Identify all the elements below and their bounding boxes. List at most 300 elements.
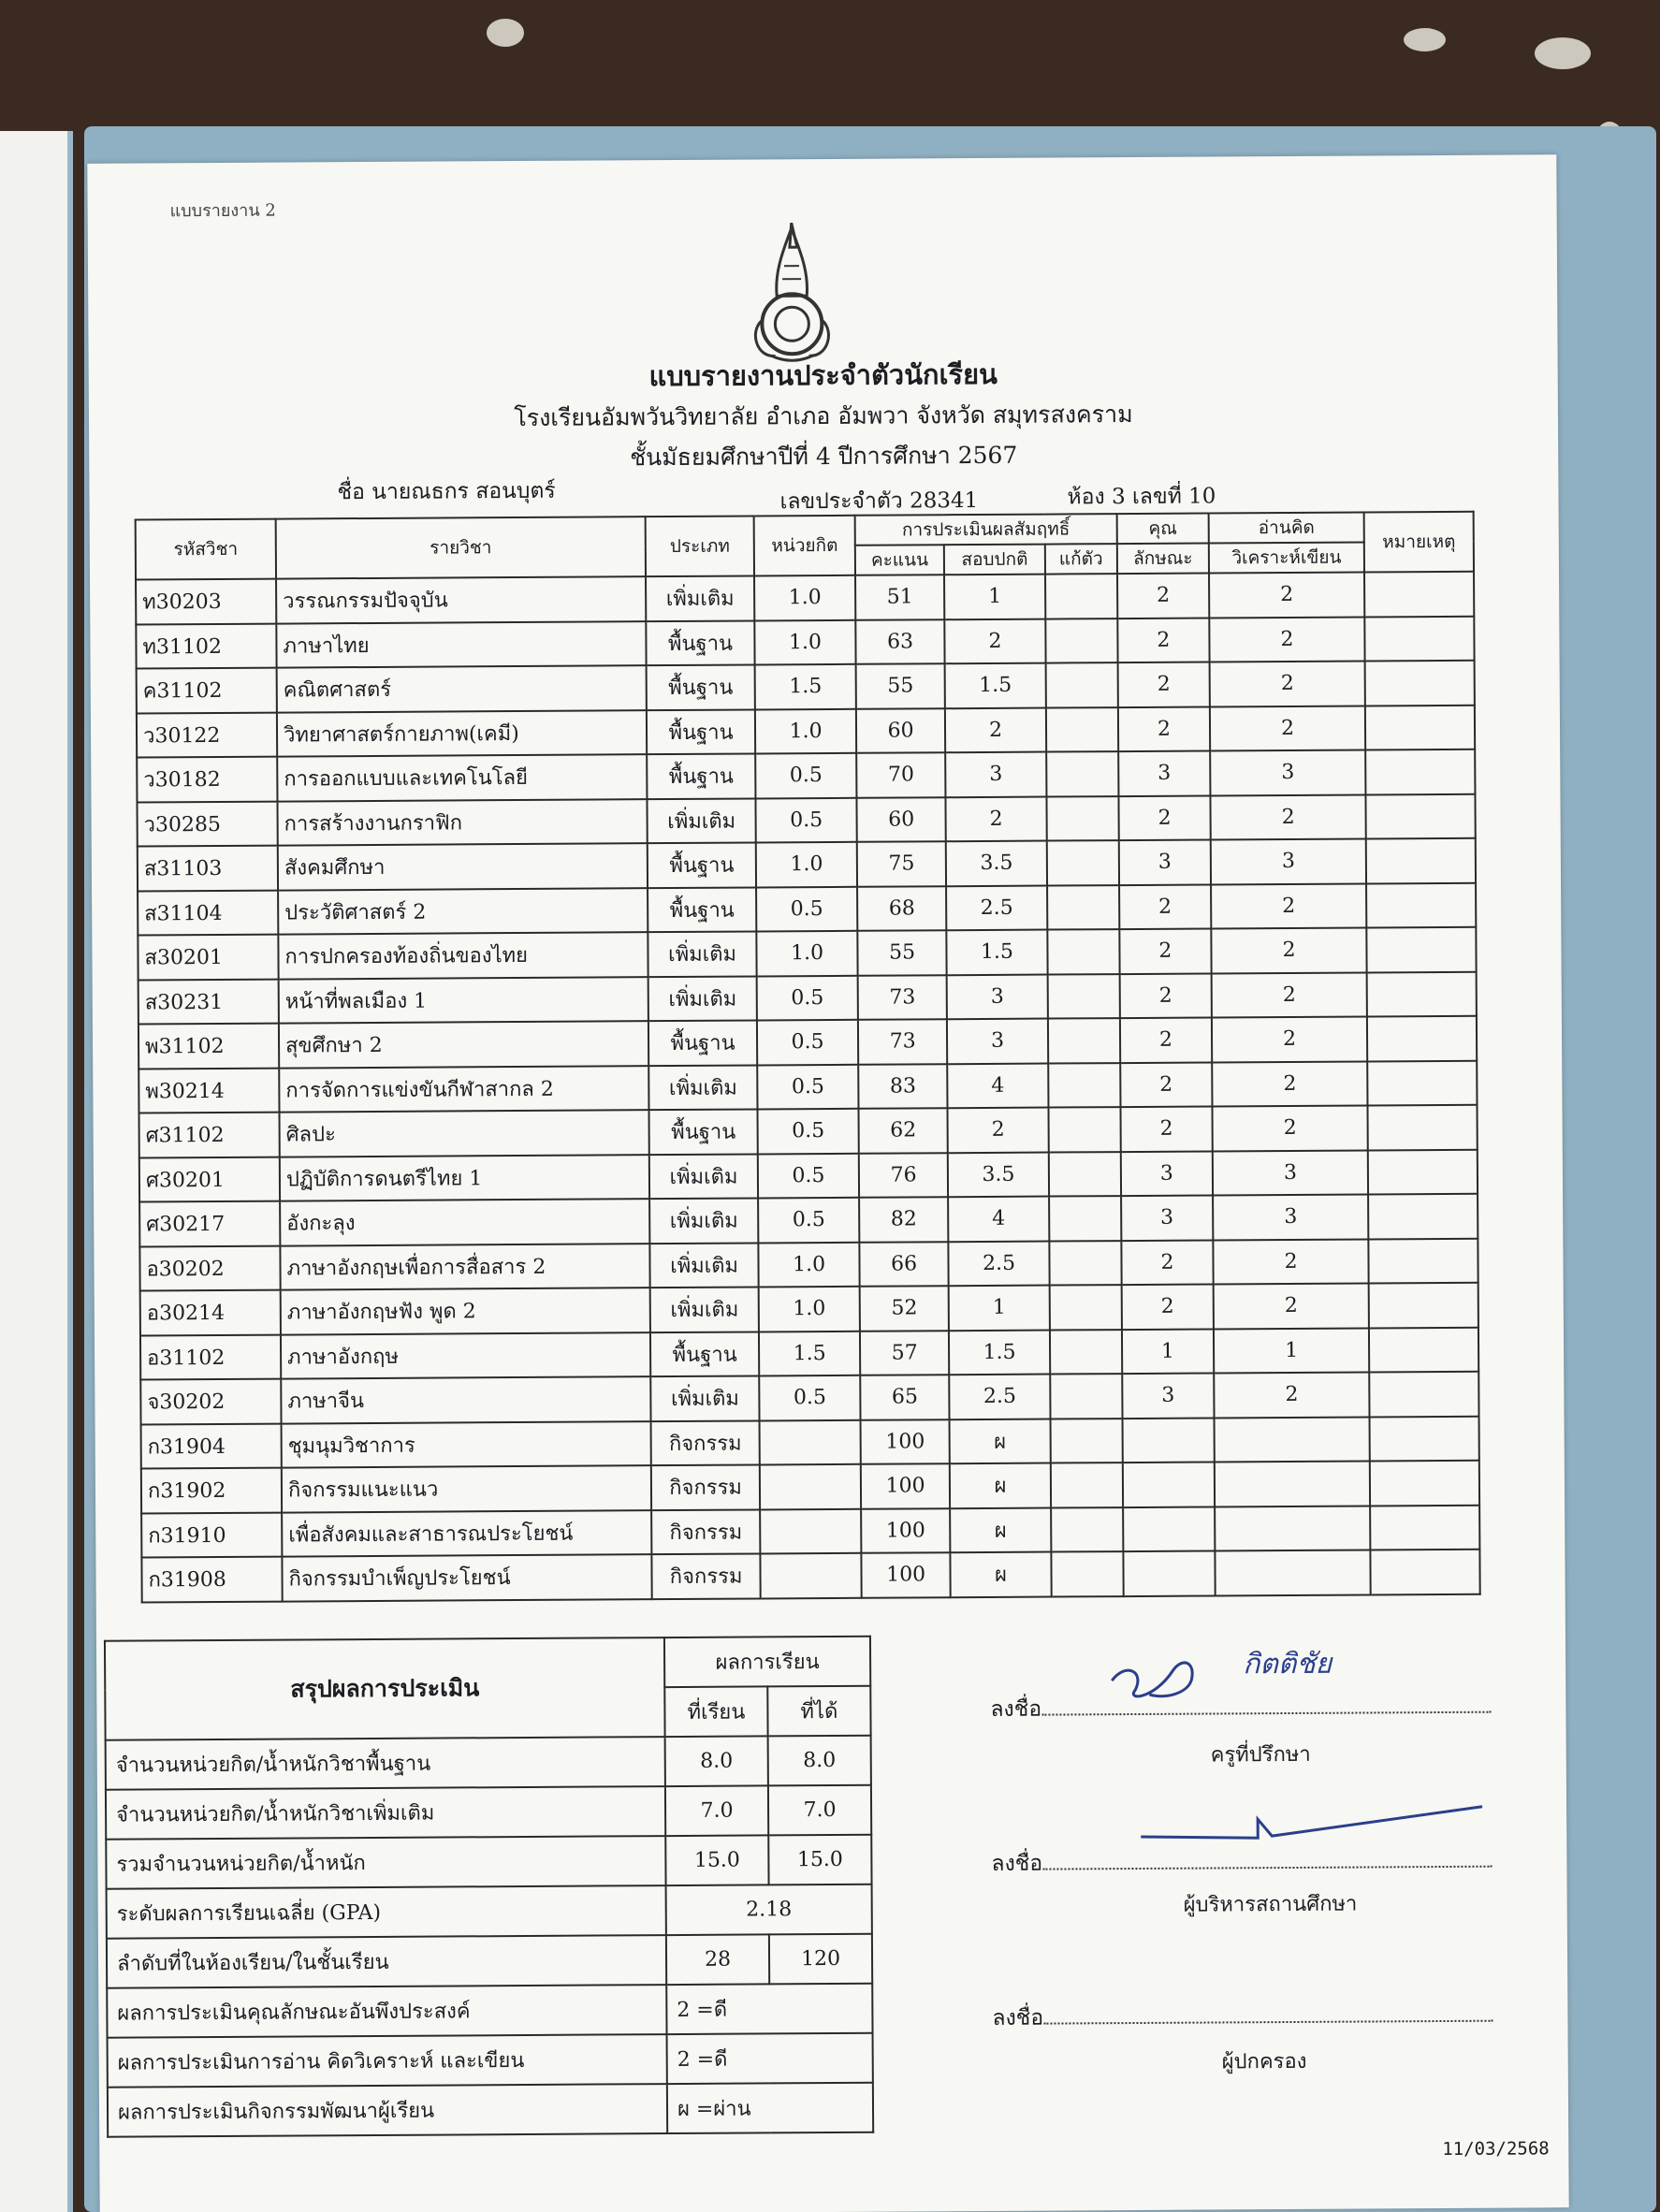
table-row bbox=[141, 1461, 1479, 1513]
rank-label: ลำดับที่ในห้องเรียน/ในชั้นเรียน bbox=[107, 1935, 666, 1988]
subject-name: สังคมศึกษา bbox=[278, 843, 648, 890]
subject-grade: 1.5 bbox=[949, 1330, 1050, 1375]
subject-credit: 1.0 bbox=[759, 1287, 860, 1332]
subject-reading: 2 bbox=[1210, 706, 1365, 751]
subject-remarks bbox=[1364, 572, 1474, 617]
subject-type: พื้นฐาน bbox=[647, 664, 755, 709]
subject-credit: 0.5 bbox=[759, 1375, 860, 1420]
subject-remarks bbox=[1364, 616, 1474, 661]
subject-retest bbox=[1051, 1551, 1123, 1596]
table-row bbox=[138, 882, 1476, 935]
subject-score: 83 bbox=[858, 1064, 947, 1109]
subject-remarks bbox=[1366, 838, 1476, 883]
subject-name: ภาษาอังกฤษเพื่อการสื่อสาร 2 bbox=[280, 1244, 649, 1290]
subject-type: เพิ่มเติม bbox=[648, 976, 757, 1021]
table-row bbox=[139, 1194, 1478, 1246]
subject-grade: ผ bbox=[950, 1463, 1051, 1508]
subject-credit: 1.0 bbox=[754, 575, 855, 620]
subject-retest bbox=[1045, 574, 1117, 618]
director-signature-line bbox=[991, 1844, 1492, 1881]
col-score: คะแนน bbox=[855, 545, 944, 575]
subject-credit: 0.5 bbox=[758, 1153, 859, 1198]
subject-character bbox=[1122, 1418, 1214, 1463]
subject-remarks bbox=[1370, 1416, 1479, 1461]
subject-score: 55 bbox=[856, 663, 945, 708]
subject-name: ภาษาอังกฤษฟัง พูด 2 bbox=[281, 1288, 650, 1334]
subject-reading: 2 bbox=[1210, 794, 1365, 840]
subject-reading bbox=[1215, 1506, 1370, 1551]
summary-label: รวมจำนวนหน่วยกิต/น้ำหนัก bbox=[106, 1836, 665, 1889]
subject-retest bbox=[1047, 929, 1119, 974]
subject-type: เพิ่มเติม bbox=[650, 1287, 759, 1332]
subject-score: 75 bbox=[857, 841, 946, 886]
subject-name: สุขศึกษา 2 bbox=[279, 1021, 648, 1068]
subject-character bbox=[1123, 1506, 1215, 1551]
subject-retest bbox=[1049, 1196, 1121, 1241]
subject-character: 2 bbox=[1120, 1017, 1212, 1062]
subject-character: 2 bbox=[1118, 795, 1210, 840]
subject-grade: 2 bbox=[945, 707, 1046, 752]
col-credit: หน่วยกิต bbox=[754, 516, 855, 576]
rank-level: 120 bbox=[769, 1934, 872, 1985]
subject-retest bbox=[1046, 751, 1118, 796]
subject-type: พื้นฐาน bbox=[647, 709, 755, 754]
table-row bbox=[141, 1550, 1479, 1602]
subject-name: ภาษาอังกฤษ bbox=[281, 1332, 650, 1379]
subject-name: การสร้างงานกราฟิก bbox=[277, 799, 647, 846]
subject-retest bbox=[1045, 662, 1117, 707]
subject-code: ศ30201 bbox=[139, 1157, 280, 1201]
subject-remarks bbox=[1370, 1505, 1479, 1550]
subject-type: พื้นฐาน bbox=[649, 1109, 758, 1154]
desk-mark bbox=[1535, 37, 1591, 69]
sign-label: ลงชื่อ bbox=[992, 2005, 1044, 2030]
report-title: แบบรายงานประจำตัวนักเรียน bbox=[648, 357, 997, 393]
subject-credit: 0.5 bbox=[757, 975, 858, 1020]
subject-grade: 1 bbox=[949, 1286, 1050, 1331]
subject-credit: 1.0 bbox=[756, 842, 857, 887]
table-row bbox=[140, 1372, 1478, 1424]
subject-retest bbox=[1048, 1107, 1120, 1152]
subject-score: 100 bbox=[861, 1508, 950, 1553]
student-id: เลขประจำตัว 28341 bbox=[779, 488, 979, 515]
subject-character: 2 bbox=[1117, 618, 1209, 662]
subject-remarks bbox=[1370, 1550, 1479, 1594]
subject-character: 2 bbox=[1117, 662, 1209, 706]
subject-remarks bbox=[1368, 1194, 1478, 1239]
subject-remarks bbox=[1369, 1283, 1478, 1328]
subject-character: 2 bbox=[1117, 574, 1209, 618]
subject-grade: ผ bbox=[950, 1419, 1051, 1463]
character-value: 2 =ดี bbox=[666, 1984, 872, 2034]
subject-grade: 2.5 bbox=[949, 1375, 1050, 1419]
col-remarks: หมายเหตุ bbox=[1364, 512, 1474, 573]
subject-credit: 1.0 bbox=[754, 619, 855, 664]
subject-retest bbox=[1048, 1063, 1120, 1108]
subject-grade: 2.5 bbox=[946, 885, 1047, 930]
subject-code: ก31908 bbox=[141, 1557, 282, 1602]
summary-table bbox=[104, 1636, 874, 2138]
subject-character: 3 bbox=[1118, 750, 1210, 795]
subject-character: 3 bbox=[1121, 1151, 1213, 1196]
subject-code: พ30214 bbox=[138, 1068, 279, 1113]
col-normal-exam: สอบปกติ bbox=[944, 545, 1045, 575]
subject-type: เพิ่มเติม bbox=[649, 1243, 758, 1288]
subject-grade: 4 bbox=[948, 1197, 1049, 1242]
subject-credit: 1.5 bbox=[755, 664, 856, 709]
subject-retest bbox=[1050, 1374, 1122, 1419]
subject-name: หน้าที่พลเมือง 1 bbox=[279, 977, 648, 1024]
subject-score: 60 bbox=[856, 797, 945, 842]
subject-character: 1 bbox=[1122, 1329, 1214, 1374]
table-row bbox=[141, 1416, 1479, 1468]
table-row bbox=[138, 1060, 1477, 1113]
subject-score: 66 bbox=[859, 1242, 948, 1287]
subject-retest bbox=[1051, 1463, 1123, 1507]
subject-grade: 3 bbox=[947, 974, 1048, 1019]
subject-retest bbox=[1051, 1507, 1123, 1552]
subject-name: การออกแบบและเทคโนโลยี bbox=[277, 754, 647, 801]
subject-credit: 0.5 bbox=[756, 886, 857, 931]
subject-name: ประวัติศาสตร์ 2 bbox=[278, 888, 648, 935]
report-paper bbox=[87, 154, 1568, 2212]
subject-reading: 2 bbox=[1214, 1372, 1369, 1418]
subject-code: ว30122 bbox=[137, 712, 277, 757]
student-name: ชื่อ นายณธกร สอนบุตร์ bbox=[337, 478, 556, 505]
table-row bbox=[137, 661, 1475, 713]
subject-score: 51 bbox=[855, 575, 944, 619]
subject-grade: 3 bbox=[947, 1019, 1048, 1064]
subject-grade: ผ bbox=[951, 1552, 1052, 1597]
subject-type: พื้นฐาน bbox=[648, 842, 756, 887]
table-row bbox=[138, 971, 1477, 1024]
summary-label: จำนวนหน่วยกิต/น้ำหนักวิชาพื้นฐาน bbox=[106, 1737, 665, 1790]
summary-enrolled: 15.0 bbox=[665, 1835, 768, 1885]
subject-credit bbox=[761, 1553, 862, 1598]
summary-title: สรุปผลการประเมิน bbox=[105, 1637, 665, 1740]
col-achievement: การประเมินผลสัมฤทธิ์ bbox=[855, 514, 1117, 546]
subject-type: กิจกรรม bbox=[651, 1420, 760, 1465]
rank-class: 28 bbox=[666, 1934, 769, 1985]
subject-reading: 1 bbox=[1214, 1328, 1369, 1374]
subject-remarks bbox=[1368, 1149, 1478, 1194]
subject-score: 76 bbox=[859, 1153, 948, 1198]
subject-credit: 0.5 bbox=[756, 797, 857, 842]
subject-character: 2 bbox=[1120, 1062, 1212, 1107]
subject-character: 3 bbox=[1119, 839, 1211, 884]
desk-mark bbox=[487, 19, 524, 47]
signature-dots bbox=[1043, 2001, 1493, 2025]
subject-name: คณิตศาสตร์ bbox=[277, 665, 647, 712]
subject-retest bbox=[1047, 885, 1119, 930]
summary-earned: 8.0 bbox=[768, 1736, 871, 1786]
subject-grade: 4 bbox=[947, 1063, 1048, 1108]
subject-code: ว30285 bbox=[137, 801, 277, 846]
subject-grade: ผ bbox=[950, 1507, 1051, 1552]
subject-character: 2 bbox=[1118, 706, 1210, 751]
subject-retest bbox=[1046, 707, 1118, 752]
table-row bbox=[141, 1505, 1479, 1557]
subject-type: เพิ่มเติม bbox=[649, 1198, 758, 1243]
gpa-label: ระดับผลการเรียนเฉลี่ย (GPA) bbox=[107, 1885, 666, 1939]
subject-score: 62 bbox=[859, 1108, 948, 1153]
subject-reading: 3 bbox=[1213, 1150, 1368, 1196]
school-emblem-icon bbox=[743, 219, 841, 370]
sign-label: ลงชื่อ bbox=[990, 1696, 1042, 1722]
table-row bbox=[137, 793, 1475, 846]
reading-label: ผลการประเมินการอ่าน คิดวิเคราะห์ และเขียน bbox=[108, 2034, 667, 2088]
table-row bbox=[139, 1105, 1478, 1157]
subject-credit: 0.5 bbox=[757, 1020, 858, 1065]
subject-character: 3 bbox=[1122, 1373, 1214, 1418]
subject-remarks bbox=[1368, 1105, 1478, 1150]
subject-type: เพิ่มเติม bbox=[648, 931, 756, 976]
subject-name: ภาษาจีน bbox=[281, 1376, 650, 1423]
subject-score: 52 bbox=[860, 1286, 949, 1331]
subject-grade: 3 bbox=[945, 752, 1046, 797]
table-row bbox=[136, 616, 1474, 668]
subject-code: ค31102 bbox=[137, 668, 277, 713]
subject-code: ศ31102 bbox=[139, 1113, 280, 1157]
subject-remarks bbox=[1367, 1016, 1477, 1061]
summary-earned: 15.0 bbox=[768, 1835, 871, 1885]
subject-reading: 3 bbox=[1211, 838, 1366, 884]
summary-earned: 7.0 bbox=[768, 1785, 871, 1836]
subject-type: พื้นฐาน bbox=[648, 1020, 757, 1065]
subject-score: 82 bbox=[859, 1197, 948, 1242]
subject-remarks bbox=[1369, 1372, 1478, 1417]
subject-credit: 0.5 bbox=[758, 1109, 859, 1154]
subject-character bbox=[1123, 1550, 1215, 1595]
subject-retest bbox=[1048, 1018, 1120, 1063]
col-character-bottom: ลักษณะ bbox=[1117, 544, 1209, 575]
subject-type: กิจกรรม bbox=[651, 1509, 760, 1554]
subject-remarks bbox=[1367, 971, 1477, 1016]
subject-remarks bbox=[1369, 1327, 1478, 1372]
subject-score: 65 bbox=[860, 1375, 949, 1419]
subject-retest bbox=[1050, 1419, 1122, 1463]
subject-reading: 2 bbox=[1211, 927, 1366, 973]
subject-reading: 2 bbox=[1212, 972, 1367, 1018]
advisor-handwritten-name: กิตติชัย bbox=[1243, 1647, 1332, 1681]
student-room: ห้อง 3 เลขที่ 10 bbox=[1067, 484, 1216, 510]
subject-type: กิจกรรม bbox=[651, 1464, 760, 1509]
level-line: ชั้นมัธยมศึกษาปีที่ 4 ปีการศึกษา 2567 bbox=[630, 441, 1018, 472]
subject-code: ว30182 bbox=[137, 757, 277, 802]
col-reading-bottom: วิเคราะห์เขียน bbox=[1209, 542, 1364, 573]
gpa-value: 2.18 bbox=[666, 1885, 872, 1935]
subject-reading: 2 bbox=[1211, 883, 1366, 929]
subject-credit: 0.5 bbox=[755, 753, 856, 798]
subject-character bbox=[1123, 1462, 1215, 1506]
table-row bbox=[139, 1149, 1478, 1201]
subject-reading: 2 bbox=[1212, 1061, 1367, 1107]
subject-remarks bbox=[1365, 661, 1475, 706]
summary-enrolled-header: ที่เรียน bbox=[664, 1686, 767, 1737]
subject-type: พื้นฐาน bbox=[646, 620, 754, 665]
subject-grade: 1.5 bbox=[947, 930, 1048, 975]
col-subject: รายวิชา bbox=[276, 517, 646, 578]
subject-remarks bbox=[1365, 705, 1475, 749]
subject-score: 60 bbox=[856, 708, 945, 753]
subject-name: วิทยาศาสตร์กายภาพ(เคมี) bbox=[277, 710, 647, 757]
table-row bbox=[138, 1016, 1477, 1069]
subject-reading: 2 bbox=[1213, 1239, 1368, 1285]
parent-signature-line bbox=[992, 1999, 1493, 2035]
subject-reading: 3 bbox=[1213, 1194, 1368, 1240]
subject-grade: 3.5 bbox=[946, 841, 1047, 886]
subject-grade: 2 bbox=[948, 1108, 1049, 1153]
summary-label: จำนวนหน่วยกิต/น้ำหนักวิชาเพิ่มเติม bbox=[106, 1786, 665, 1840]
subject-credit: 1.0 bbox=[758, 1242, 859, 1287]
subject-remarks bbox=[1367, 1060, 1477, 1105]
advisor-signature-line bbox=[990, 1690, 1491, 1726]
subject-name: ภาษาไทย bbox=[276, 621, 646, 668]
subject-score: 100 bbox=[861, 1463, 950, 1508]
subject-credit: 1.0 bbox=[756, 931, 857, 976]
subject-code: ส31103 bbox=[138, 846, 278, 891]
subject-character: 2 bbox=[1119, 973, 1211, 1018]
reading-value: 2 =ดี bbox=[667, 2033, 873, 2084]
subject-reading: 2 bbox=[1209, 572, 1364, 618]
subject-name: กิจกรรมแนะแนว bbox=[282, 1465, 651, 1512]
subject-type: เพิ่มเติม bbox=[646, 575, 754, 620]
col-retest: แก้ตัว bbox=[1045, 544, 1117, 574]
desk-mark bbox=[1404, 28, 1446, 51]
subject-reading bbox=[1215, 1550, 1370, 1595]
subject-retest bbox=[1050, 1285, 1122, 1330]
adjacent-page bbox=[0, 131, 73, 2212]
col-code: รหัสวิชา bbox=[136, 519, 276, 580]
subject-code: อ30202 bbox=[139, 1245, 280, 1290]
subject-name: วรรณกรรมปัจจุบัน bbox=[276, 576, 646, 623]
advisor-signature-scribble bbox=[1107, 1642, 1229, 1709]
subject-score: 100 bbox=[861, 1552, 950, 1597]
summary-enrolled: 8.0 bbox=[665, 1736, 768, 1786]
subject-name: อังกะลุง bbox=[280, 1199, 649, 1245]
parent-role: ผู้ปกครอง bbox=[1221, 2049, 1307, 2074]
school-line: โรงเรียนอัมพวันวิทยาลัย อำเภอ อัมพวา จังหวัด สมุทรสงคราม bbox=[514, 400, 1133, 432]
subject-type: เพิ่มเติม bbox=[649, 1154, 758, 1199]
subject-name: การปกครองท้องถิ่นของไทย bbox=[278, 932, 648, 979]
character-label: ผลการประเมินคุณลักษณะอันพึงประสงค์ bbox=[107, 1985, 666, 2038]
subject-code: ศ30217 bbox=[139, 1201, 280, 1246]
sign-label: ลงชื่อ bbox=[991, 1851, 1043, 1876]
subject-retest bbox=[1047, 974, 1119, 1019]
subject-score: 63 bbox=[855, 619, 944, 664]
subject-remarks bbox=[1366, 927, 1476, 972]
subject-code: ก31910 bbox=[141, 1512, 282, 1557]
subject-grade: 3.5 bbox=[948, 1152, 1049, 1197]
subject-score: 57 bbox=[860, 1331, 949, 1375]
subject-type: พื้นฐาน bbox=[647, 753, 755, 798]
subject-reading bbox=[1215, 1417, 1370, 1463]
table-row bbox=[138, 927, 1476, 980]
grades-table bbox=[135, 511, 1481, 1603]
summary-result-header: ผลการเรียน bbox=[664, 1637, 870, 1687]
subject-grade: 2 bbox=[945, 618, 1046, 663]
activity-label: ผลการประเมินกิจกรรมพัฒนาผู้เรียน bbox=[108, 2084, 667, 2137]
table-row bbox=[138, 838, 1476, 891]
subject-code: ส31104 bbox=[138, 890, 278, 935]
subject-retest bbox=[1049, 1241, 1121, 1286]
subject-type: พื้นฐาน bbox=[648, 887, 756, 932]
subject-reading: 2 bbox=[1212, 1016, 1367, 1062]
subject-name: ศิลปะ bbox=[280, 1110, 649, 1157]
subject-reading bbox=[1215, 1461, 1370, 1506]
subject-character: 2 bbox=[1119, 928, 1211, 973]
subject-remarks bbox=[1368, 1238, 1478, 1283]
subject-reading: 2 bbox=[1210, 661, 1365, 706]
table-row bbox=[137, 749, 1475, 802]
subject-reading: 2 bbox=[1214, 1283, 1369, 1329]
subject-score: 70 bbox=[856, 752, 945, 797]
subject-character: 2 bbox=[1120, 1106, 1212, 1151]
col-type: ประเภท bbox=[646, 516, 755, 576]
table-row bbox=[139, 1238, 1478, 1290]
subject-credit bbox=[760, 1419, 861, 1464]
subject-credit: 1.0 bbox=[755, 708, 856, 753]
subject-type: กิจกรรม bbox=[651, 1553, 760, 1598]
activity-value: ผ =ผ่าน bbox=[667, 2083, 873, 2133]
subject-code: ท31102 bbox=[136, 623, 276, 668]
subject-name: เพื่อสังคมและสาธารณประโยชน์ bbox=[282, 1510, 651, 1557]
subject-remarks bbox=[1366, 793, 1476, 838]
subject-code: จ30202 bbox=[140, 1379, 281, 1424]
subject-credit: 0.5 bbox=[757, 1064, 858, 1109]
subject-retest bbox=[1049, 1152, 1121, 1197]
subject-retest bbox=[1047, 840, 1119, 885]
subject-credit bbox=[760, 1464, 861, 1509]
subject-retest bbox=[1046, 796, 1118, 841]
director-role: ผู้บริหารสถานศึกษา bbox=[1183, 1892, 1358, 1917]
subject-type: เพิ่มเติม bbox=[648, 1065, 757, 1110]
subject-grade: 2.5 bbox=[949, 1241, 1050, 1286]
subject-remarks bbox=[1370, 1461, 1479, 1506]
subject-code: ส30231 bbox=[138, 979, 279, 1024]
subject-score: 73 bbox=[858, 975, 947, 1020]
subject-grade: 1 bbox=[944, 575, 1045, 619]
subject-grade: 1.5 bbox=[945, 663, 1046, 708]
subject-code: ส30201 bbox=[138, 935, 278, 980]
subject-character: 3 bbox=[1121, 1195, 1213, 1240]
subject-reading: 2 bbox=[1213, 1105, 1368, 1151]
subject-code: ก31904 bbox=[141, 1423, 282, 1468]
subject-credit bbox=[760, 1508, 861, 1553]
summary-enrolled: 7.0 bbox=[665, 1785, 768, 1836]
subject-character: 2 bbox=[1121, 1284, 1213, 1329]
subject-type: เพิ่มเติม bbox=[647, 798, 755, 843]
subject-code: อ30214 bbox=[140, 1290, 281, 1335]
summary-earned-header: ที่ได้ bbox=[767, 1686, 870, 1737]
table-row bbox=[140, 1283, 1478, 1335]
table-row bbox=[137, 705, 1475, 757]
subject-score: 68 bbox=[857, 886, 946, 931]
col-character-top: คุณ bbox=[1116, 514, 1208, 545]
subject-code: อ31102 bbox=[140, 1334, 281, 1379]
subject-character: 2 bbox=[1121, 1240, 1213, 1285]
subject-reading: 3 bbox=[1210, 749, 1365, 795]
form-code: แบบรายงาน 2 bbox=[169, 200, 276, 222]
subject-retest bbox=[1050, 1330, 1122, 1375]
subject-name: ชุมนุมวิชาการ bbox=[282, 1421, 651, 1468]
subject-score: 73 bbox=[858, 1019, 947, 1064]
subject-code: ท30203 bbox=[136, 579, 276, 624]
subject-name: การจัดการแข่งขันกีฬาสากล 2 bbox=[279, 1066, 648, 1113]
advisor-role: ครูที่ปรึกษา bbox=[1210, 1742, 1311, 1768]
subject-reading: 2 bbox=[1209, 617, 1364, 662]
signature-dots bbox=[1042, 1847, 1492, 1870]
